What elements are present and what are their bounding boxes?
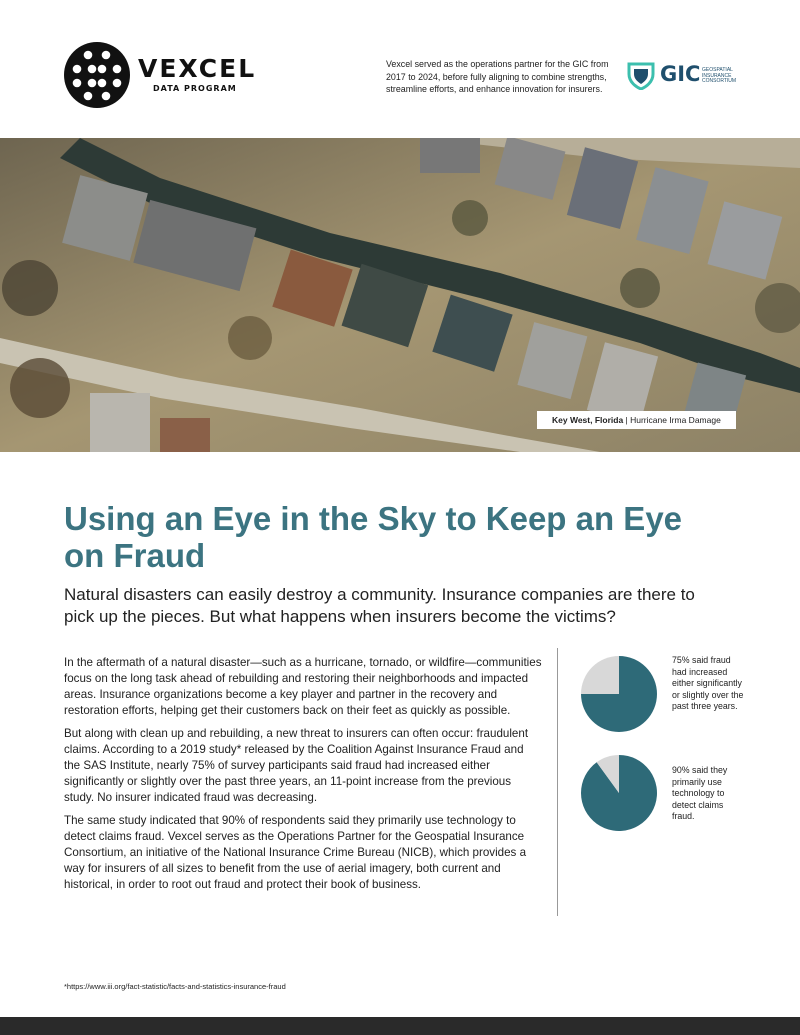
logo-wordmark: VEXCEL	[138, 54, 257, 83]
aerial-illustration	[0, 138, 800, 452]
caption-place: Key West, Florida	[552, 415, 624, 425]
caption-separator: |	[623, 415, 631, 425]
body-paragraph: The same study indicated that 90% of respondents said they primarily use technology to detect claims fraud. Vexcel serves as the Operations Partner for the Geospatial Insurance Consortium, an initiative of the National Insurance Crime Bureau (NICB), which provides a way for insurers of all sizes to benefit from the use of aerial imagery, both current and historical, in order to root out fraud and protect their book of business.	[64, 814, 527, 891]
article-body	[64, 655, 542, 900]
pie-annotation-technology: 90% said they primarily use technology to detect claims fraud.	[672, 765, 728, 822]
caption-event: Hurricane Irma Damage	[630, 415, 721, 425]
column-divider	[557, 648, 558, 916]
gic-sub-line: GEOSPATIAL	[702, 67, 733, 73]
gic-sub-line: INSURANCE	[702, 72, 732, 79]
gic-sub-line: CONSORTIUM	[702, 78, 737, 84]
body-paragraph: In the aftermath of a natural disaster—such as a hurricane, tornado, or wildfire—communities focus on the long task ahead of rebuilding and restoring their neighborhoods and impacted areas. Insurance organizations become a key player and partner in the recovery and restoration efforts, helping get their customers back on their feet as quickly as possible.	[64, 656, 542, 717]
footer-bar	[0, 1017, 800, 1035]
pie-slice-remainder	[581, 656, 619, 694]
footnote: *https://www.iii.org/fact-statistic/facts-and-statistics-insurance-fraud	[64, 982, 286, 991]
gic-wordmark: GIC	[660, 62, 701, 86]
logo-subtitle: DATA PROGRAM	[153, 84, 237, 93]
intro-text: Natural disasters can easily destroy a community. Insurance companies are there to pick up the pieces. But what happens when insurers become the victims?	[64, 585, 695, 626]
image-caption	[537, 411, 736, 429]
vexcel-logo-icon	[64, 42, 130, 108]
page-header	[0, 0, 800, 138]
gic-subtitle	[702, 68, 736, 85]
aerial-photo	[0, 138, 800, 452]
pie-chart-technology-use	[579, 753, 659, 833]
page-title: Using an Eye in the Sky to Keep an Eye on Fraud	[64, 500, 683, 574]
body-paragraph: But along with clean up and rebuilding, a new threat to insurers can often occur: fraudulent claims. According to a 2019 study* released by the Coalition Against Insurance Fraud and the SAS Institute, nearly 75% of survey participants said fraud had increased either significantly or slightly over the past three years, an 11-point increase from the previous study. No insurer indicated fraud was decreasing.	[64, 727, 529, 804]
partner-note: Vexcel served as the operations partner for the GIC from 2017 to 2024, before fully aligning to combine strengths, streamline efforts, and enhance innovation for insurers.	[386, 59, 609, 94]
gic-shield-icon	[626, 60, 656, 90]
pie-chart-fraud-increase	[579, 654, 659, 734]
pie-annotation-fraud: 75% said fraud had increased either significantly or slightly over the past three years.	[672, 655, 744, 712]
